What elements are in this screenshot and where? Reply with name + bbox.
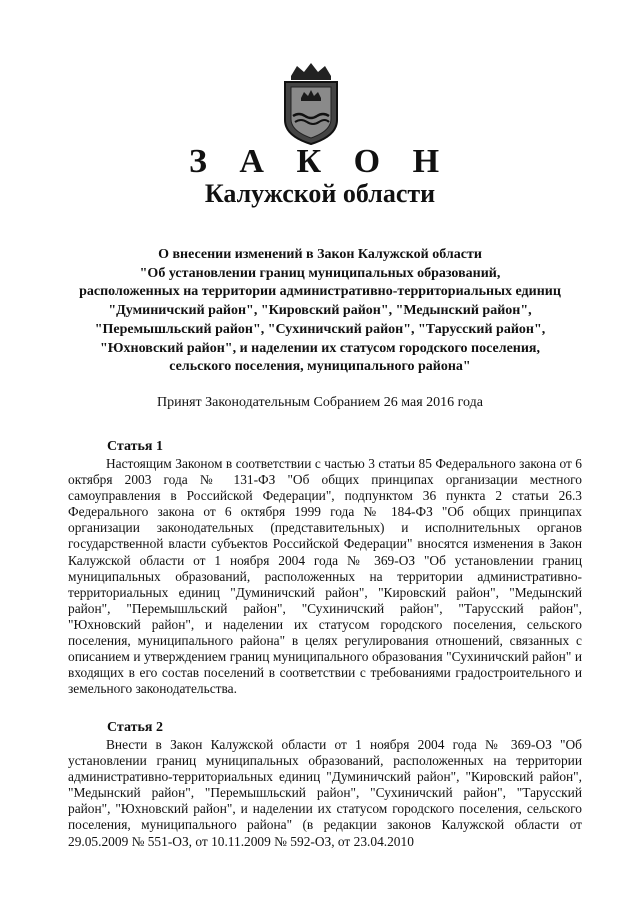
- law-title-line: О внесении изменений в Закон Калужской области: [158, 247, 482, 262]
- article-2-text: Внести в Закон Калужской области от 1 ноября 2004 года № 369-ОЗ "Об установлении границ муниципальных образований, расположенных на территории административно-территориальных единиц "Думиничский район", "Кировский район", "Медынский район", "Перемышльский район", "Сухиничский район", "Тарусский район", "Юхновский район", и наделении их статусом городского поселения, сельского поселения, муниципального района" (в редакции законов Калужской области от 29.05.2009 № 551-ОЗ, от 10.11.2009 № 592-ОЗ, от 23.04.2010: [68, 737, 582, 849]
- law-title-line: "Перемышльский район", "Сухиничский район", "Тарусский район",: [94, 321, 546, 337]
- law-title-line: "Думиничский район", "Кировский район", "Медынский район",: [108, 303, 532, 319]
- law-title-line: "Юхновский район", и наделении их статусом городского поселения,: [99, 340, 540, 356]
- law-title-line: "Об установлении границ муниципальных образований,: [139, 265, 501, 281]
- article-1-body: [68, 456, 582, 697]
- law-title-line: сельского поселения, муниципального района": [169, 359, 471, 375]
- coat-of-arms-icon: [277, 62, 345, 146]
- law-title-line: расположенных на территории административно-территориальных единиц: [79, 284, 561, 300]
- adoption-statement: Принят Законодательным Собранием 26 мая 2016 года: [157, 395, 483, 410]
- article-1-text: Настоящим Законом в соответствии с частью 3 статьи 85 Федерального закона от 6 октября 2003 года № 131-ФЗ "Об общих принципах организации местного самоуправления в Российской Федерации", подпунктом 36 пункта 2 статьи 26.3 Федерального закона от 6 октября 1999 года № 184-ФЗ "Об общих принципах организации законодательных (представительных) и исполнительных органов государственной власти субъектов Российской Федерации" вносятся изменения в Закон Калужской области от 1 ноября 2004 года № 369-ОЗ "Об установлении границ муниципальных образований, расположенных на территории административно-территориальных единиц "Думиничский район", "Кировский район", "Медынский район", "Перемышльский район", "Сухиничский район", "Тарусский район", "Юхновский район", и наделении их статусом городского поселения, сельского поселения, муниципального района" в целях регулирования отношений, связанных с описанием и утверждением границ муниципального образования "Сухиничский район" и входящих в его состав поселений в соответствии с требованиями градостроительного и земельного законодательства.: [68, 456, 582, 697]
- law-title: [60, 246, 580, 377]
- article-2-heading: Статья 2: [107, 720, 163, 735]
- article-2-body: [68, 737, 582, 850]
- law-region-heading: Калужской области: [204, 179, 436, 208]
- law-word-heading: З А К О Н: [188, 143, 452, 180]
- article-1-heading: Статья 1: [107, 439, 163, 454]
